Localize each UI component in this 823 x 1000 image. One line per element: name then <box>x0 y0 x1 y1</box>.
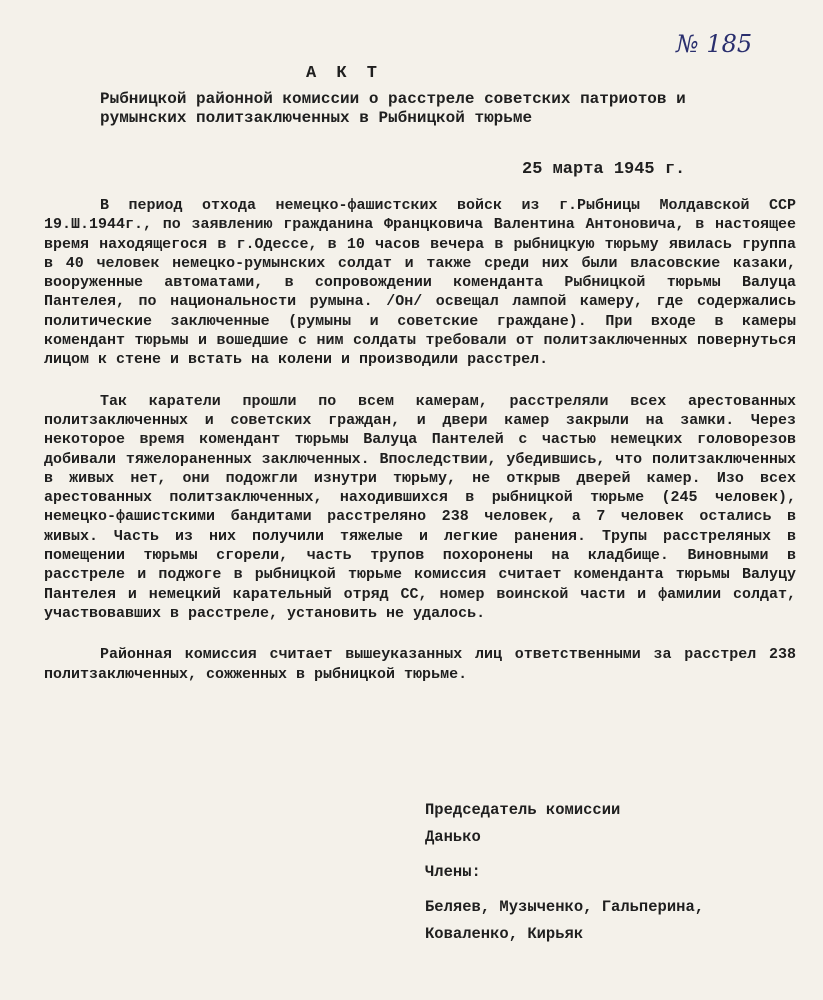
spacer <box>425 851 785 859</box>
members-line-2: Коваленко, Кирьяк <box>425 925 584 943</box>
chairman-title: Председатель комиссии <box>425 801 621 819</box>
document-subtitle: Рыбницкой районной комиссии о расстреле советских патриотов и румынских политзаключенных в Рыбницкой тюрьме <box>100 90 686 127</box>
paragraph-1: В период отхода немецко-фашистских войск из г.Рыбницы Молдавской ССР 19.Ш.1944г., по заявлению гражданина Францковича Валентина Антоновича, в настоящее время находящегося в г.Одессе, в 10 часов вечера в рыбницкую тюрьму явилась группа в 40 человек немецко-румынских солдат и также среди них были власовские казаки, вооруженные автоматами, в сопровождении коменданта Рыбницкой тюрьмы Валуца Пантелея, по национальности румына. /Он/ освещал лампой камеру, где содержались политические заключенные (румыны и советские граждане). При входе в камеры комендант тюрьмы и вошедшие с ним солдаты требовали от политзаключенных повернуться лицом к стене и встать на колени и производили расстрел. <box>44 197 796 369</box>
paragraph-2: Так каратели прошли по всем камерам, расстреляли всех арестованных политзаключенных и советских граждан, и двери камер закрыли на замки. Через некоторое время комендант тюрьмы Валуца Пантелей с частью немецких головорезов добивали тяжелораненных заключенных. Впоследствии, убедившись, что политзаключенных в живых нет, они подожгли изнутри тюрьму, не открыв дверей камер. Изо всех арестованных политзаключенных, находившихся в рыбницкой тюрьме (245 человек), немецко-фашистскими бандитами расстреляно 238 человек, а 7 человек остались в живых. Часть из них получили тяжелые и легкие ранения. Трупы расстреляных в помещении тюрьмы сгорели, часть трупов похоронены на кладбище. Виновными в расстреле и поджоге в рыбницкой тюрьме комиссия считает коменданта тюрьмы Валуцу Пантелея и немецкий карательный отряд СС, номер воинской части и фамилии солдат, участвовавших в расстреле, установить не удалось. <box>44 392 796 622</box>
members-line-1: Беляев, Музыченко, Гальперина, <box>425 898 705 916</box>
document-body <box>44 196 796 706</box>
paragraph-3: Районная комиссия считает вышеуказанных лиц ответственными за расстрел 238 политзаключенных, сожженных в рыбницкой тюрьме. <box>44 646 796 683</box>
signature-block <box>425 797 785 948</box>
spacer <box>425 886 785 894</box>
members-label: Члены: <box>425 863 481 881</box>
archive-number: № 185 <box>676 30 753 58</box>
document-title: А К Т <box>306 64 383 83</box>
document-date: 25 марта 1945 г. <box>522 160 686 179</box>
chairman-name: Данько <box>425 828 481 846</box>
